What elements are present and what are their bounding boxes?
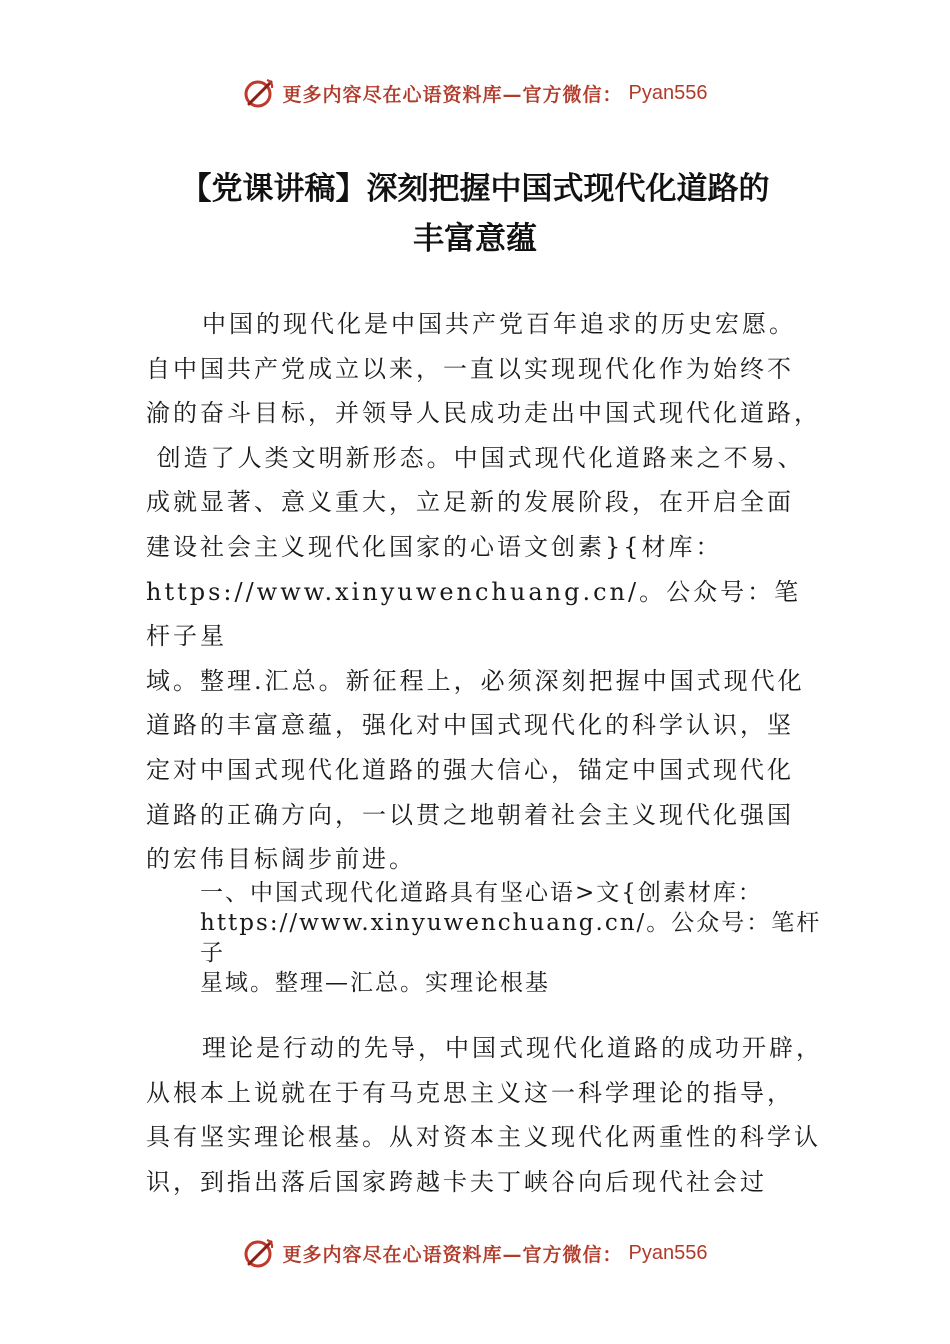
heading-line: 一、中国式现代化道路具有坚心语>文{创素材库： xyxy=(200,880,763,906)
text-line: 道路的正确方向，一以贯之地朝着社会主义现代化强国 xyxy=(146,800,794,829)
text-line: 建设社会主义现代化国家的心语文创素}{材库： xyxy=(146,532,723,561)
banner-text: 更多内容尽在心语资料库—官方微信： xyxy=(282,83,623,106)
header-watermark-banner xyxy=(0,73,950,113)
text-line: https://www.xinyuwenchuang.cn/。公众号：笔杆子星 xyxy=(146,577,802,651)
text-line: 的宏伟目标阔步前进。 xyxy=(146,845,416,874)
text-line: 渝的奋斗目标，并领导人民成功走出中国式现代化道路， xyxy=(146,399,821,428)
text-line: 自中国共产党成立以来，一直以实现现代化作为始终不 xyxy=(146,354,794,383)
paragraph-theory xyxy=(146,1026,826,1204)
text-line: 域。整理.汇总。新征程上，必须深刻把握中国式现代化 xyxy=(146,666,805,695)
text-line: 道路的丰富意蕴，强化对中国式现代化的科学认识，坚 xyxy=(146,711,794,740)
title-line-2: 丰富意蕴 xyxy=(413,221,537,257)
section-heading-1 xyxy=(200,878,830,998)
heading-line: https://www.xinyuwenchuang.cn/。公众号：笔杆子 xyxy=(200,910,822,966)
footer-watermark-banner xyxy=(0,1233,950,1273)
banner-text: 更多内容尽在心语资料库—官方微信： xyxy=(282,1243,623,1266)
heading-line: 星域。整理—汇总。实理论根基 xyxy=(200,970,550,996)
text-line: 具有坚实理论根基。从对资本主义现代化两重性的科学认 xyxy=(146,1123,821,1152)
brand-logo-icon xyxy=(243,1236,277,1270)
text-line: 识，到指出落后国家跨越卡夫丁峡谷向后现代社会过 xyxy=(146,1167,767,1196)
text-line: 中国的现代化是中国共产党百年追求的历史宏愿。 xyxy=(202,310,796,338)
text-line: 理论是行动的先导，中国式现代化道路的成功开辟， xyxy=(202,1034,823,1062)
text-line: 成就显著、意义重大，立足新的发展阶段，在开启全面 xyxy=(146,488,794,517)
brand-logo-icon xyxy=(243,76,277,110)
text-line: 创造了人类文明新形态。中国式现代化道路来之不易、 xyxy=(146,443,805,472)
title-line-1: 【党课讲稿】深刻把握中国式现代化道路的 xyxy=(180,171,770,207)
text-line: 定对中国式现代化道路的强大信心，锚定中国式现代化 xyxy=(146,755,794,784)
banner-wechat-id: Pyan556 xyxy=(628,81,708,104)
paragraph-intro xyxy=(146,302,826,882)
text-line: 从根本上说就在于有马克思主义这一科学理论的指导， xyxy=(146,1078,794,1107)
document-title xyxy=(100,164,850,264)
banner-wechat-id: Pyan556 xyxy=(628,1241,708,1264)
